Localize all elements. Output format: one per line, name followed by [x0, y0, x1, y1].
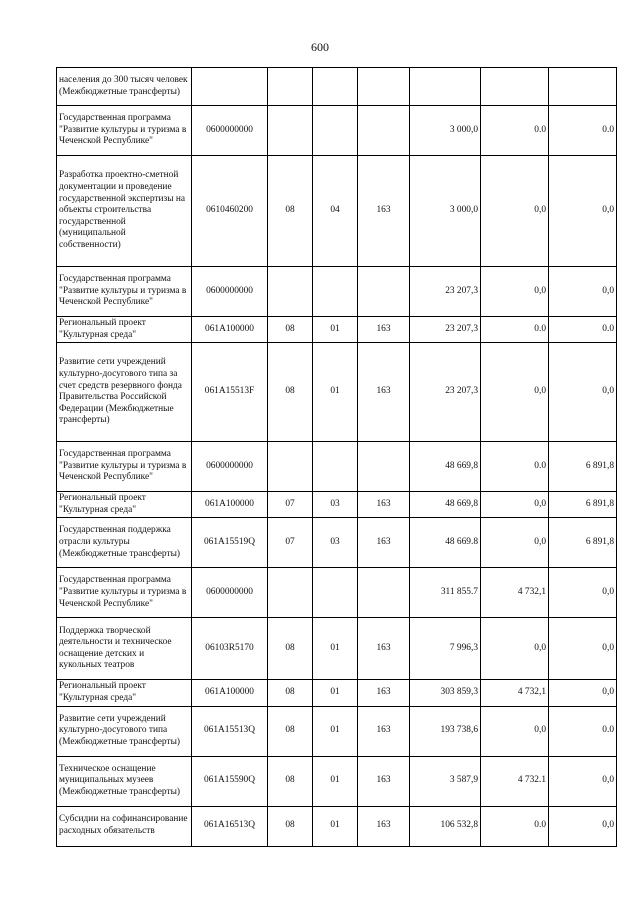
amount-3-cell: 0,0	[549, 618, 617, 680]
subsection-cell: 01	[313, 706, 358, 756]
page-number: 600	[311, 40, 329, 54]
expense-type-cell: 163	[358, 618, 410, 680]
table-row	[57, 706, 617, 756]
table-row	[57, 806, 617, 846]
amount-1-cell: 3 587,9	[410, 756, 481, 806]
expense-type-cell	[358, 68, 410, 106]
expense-type-cell: 163	[358, 706, 410, 756]
amount-1-cell: 311 855.7	[410, 568, 481, 618]
subsection-cell: 01	[313, 756, 358, 806]
subsection-cell	[313, 568, 358, 618]
amount-3-cell: 0.0	[549, 317, 617, 343]
expense-type-cell	[358, 568, 410, 618]
section-cell	[268, 267, 313, 317]
section-cell	[268, 568, 313, 618]
expense-type-cell: 163	[358, 492, 410, 518]
table-row	[57, 156, 617, 267]
section-cell: 07	[268, 518, 313, 568]
amount-1-cell: 3 000,0	[410, 156, 481, 267]
section-cell	[268, 68, 313, 106]
amount-2-cell: 0,0	[481, 156, 549, 267]
subsection-cell: 01	[313, 317, 358, 343]
amount-1-cell	[410, 68, 481, 106]
subsection-cell	[313, 267, 358, 317]
subsection-cell: 01	[313, 618, 358, 680]
row-name-cell: Развитие сети учреждений культурно-досугового типа за счет средств резервного фонда Правительства Российской Федерации (Межбюджетные трансферты)	[57, 343, 192, 442]
table-row	[57, 68, 617, 106]
amount-1-cell: 7 996,3	[410, 618, 481, 680]
target-code-cell: 061A100000	[192, 680, 268, 706]
section-cell	[268, 442, 313, 492]
amount-3-cell: 0,0	[549, 680, 617, 706]
row-name-cell: Государственная программа "Развитие культуры и туризма в Чеченской Республике"	[57, 568, 192, 618]
row-name-cell: Государственная программа "Развитие культуры и туризма в Чеченской Республике"	[57, 267, 192, 317]
budget-table	[56, 67, 617, 847]
target-code-cell: 0600000000	[192, 442, 268, 492]
table-row	[57, 106, 617, 156]
amount-2-cell: 4 732.1	[481, 756, 549, 806]
amount-1-cell: 303 859,3	[410, 680, 481, 706]
amount-1-cell: 23 207,3	[410, 267, 481, 317]
section-cell: 08	[268, 618, 313, 680]
amount-2-cell: 4 732,1	[481, 680, 549, 706]
target-code-cell: 0600000000	[192, 267, 268, 317]
table-row	[57, 492, 617, 518]
row-name-cell: Государственная поддержка отрасли культуры (Межбюджетные трансферты)	[57, 518, 192, 568]
target-code-cell: 0600000000	[192, 568, 268, 618]
amount-2-cell: 0,0	[481, 343, 549, 442]
table-row	[57, 518, 617, 568]
subsection-cell	[313, 68, 358, 106]
section-cell: 08	[268, 680, 313, 706]
table-row	[57, 317, 617, 343]
amount-3-cell: 6 891,8	[549, 518, 617, 568]
amount-1-cell: 23 207,3	[410, 343, 481, 442]
target-code-cell: 061A15513Q	[192, 706, 268, 756]
amount-3-cell: 0,0	[549, 568, 617, 618]
expense-type-cell: 163	[358, 756, 410, 806]
amount-1-cell: 48 669,8	[410, 492, 481, 518]
subsection-cell	[313, 106, 358, 156]
section-cell: 08	[268, 343, 313, 442]
amount-1-cell: 48 669.8	[410, 518, 481, 568]
row-name-cell: населения до 300 тысяч человек (Межбюджетные трансферты)	[57, 68, 192, 106]
table-row	[57, 680, 617, 706]
expense-type-cell	[358, 442, 410, 492]
amount-3-cell: 6 891,8	[549, 442, 617, 492]
amount-3-cell: 0,0	[549, 343, 617, 442]
amount-3-cell	[549, 68, 617, 106]
table-row	[57, 343, 617, 442]
amount-3-cell: 0,0	[549, 756, 617, 806]
amount-2-cell: 0.0	[481, 442, 549, 492]
amount-1-cell: 106 532,8	[410, 806, 481, 846]
expense-type-cell: 163	[358, 343, 410, 442]
amount-1-cell: 23 207,3	[410, 317, 481, 343]
table-row	[57, 568, 617, 618]
subsection-cell: 03	[313, 492, 358, 518]
amount-1-cell: 3 000,0	[410, 106, 481, 156]
table-body	[57, 68, 617, 847]
row-name-cell: Региональный проект "Культурная среда"	[57, 317, 192, 343]
section-cell: 08	[268, 317, 313, 343]
expense-type-cell: 163	[358, 680, 410, 706]
target-code-cell: 061A15590Q	[192, 756, 268, 806]
section-cell: 08	[268, 756, 313, 806]
row-name-cell: Региональный проект "Культурная среда"	[57, 680, 192, 706]
subsection-cell: 01	[313, 343, 358, 442]
target-code-cell: 061A100000	[192, 317, 268, 343]
row-name-cell: Развитие сети учреждений культурно-досугового типа (Межбюджетные трансферты)	[57, 706, 192, 756]
amount-3-cell: 6 891,8	[549, 492, 617, 518]
amount-3-cell: 0,0	[549, 156, 617, 267]
target-code-cell	[192, 68, 268, 106]
amount-2-cell: 0,0	[481, 518, 549, 568]
section-cell: 08	[268, 806, 313, 846]
amount-2-cell: 0.0	[481, 317, 549, 343]
row-name-cell: Поддержка творческой деятельности и техническое оснащение детских и кукольных театров	[57, 618, 192, 680]
amount-3-cell: 0,0	[549, 267, 617, 317]
amount-1-cell: 193 738,6	[410, 706, 481, 756]
expense-type-cell	[358, 267, 410, 317]
row-name-cell: Государственная программа "Развитие культуры и туризма в Чеченской Республике"	[57, 442, 192, 492]
target-code-cell: 061A15519Q	[192, 518, 268, 568]
amount-2-cell: 0.0	[481, 806, 549, 846]
table-row	[57, 756, 617, 806]
table-row	[57, 267, 617, 317]
amount-2-cell: 0,0	[481, 267, 549, 317]
target-code-cell: 061A16513Q	[192, 806, 268, 846]
subsection-cell: 01	[313, 806, 358, 846]
amount-2-cell: 0.0	[481, 106, 549, 156]
amount-3-cell: 0.0	[549, 106, 617, 156]
expense-type-cell	[358, 106, 410, 156]
amount-3-cell: 0.0	[549, 706, 617, 756]
amount-3-cell: 0,0	[549, 806, 617, 846]
amount-2-cell: 0,0	[481, 706, 549, 756]
section-cell: 08	[268, 706, 313, 756]
amount-1-cell: 48 669,8	[410, 442, 481, 492]
target-code-cell: 06103R5170	[192, 618, 268, 680]
section-cell: 07	[268, 492, 313, 518]
subsection-cell: 01	[313, 680, 358, 706]
row-name-cell: Субсидии на софинансирование расходных обязательств	[57, 806, 192, 846]
expense-type-cell: 163	[358, 156, 410, 267]
subsection-cell	[313, 442, 358, 492]
expense-type-cell: 163	[358, 806, 410, 846]
amount-2-cell: 0,0	[481, 492, 549, 518]
table-row	[57, 618, 617, 680]
subsection-cell: 04	[313, 156, 358, 267]
amount-2-cell	[481, 68, 549, 106]
amount-2-cell: 4 732,1	[481, 568, 549, 618]
target-code-cell: 0600000000	[192, 106, 268, 156]
expense-type-cell: 163	[358, 518, 410, 568]
row-name-cell: Разработка проектно-сметной документации и проведение государственной экспертизы на объекты строительства государственной (муниципальной собственности)	[57, 156, 192, 267]
target-code-cell: 061A15513F	[192, 343, 268, 442]
amount-2-cell: 0,0	[481, 618, 549, 680]
section-cell	[268, 106, 313, 156]
row-name-cell: Техническое оснащение муниципальных музеев (Межбюджетные трансферты)	[57, 756, 192, 806]
target-code-cell: 061A100000	[192, 492, 268, 518]
subsection-cell: 03	[313, 518, 358, 568]
table-row	[57, 442, 617, 492]
section-cell: 08	[268, 156, 313, 267]
row-name-cell: Государственная программа "Развитие культуры и туризма в Чеченской Республике"	[57, 106, 192, 156]
expense-type-cell: 163	[358, 317, 410, 343]
row-name-cell: Региональный проект "Культурная среда"	[57, 492, 192, 518]
target-code-cell: 0610460200	[192, 156, 268, 267]
